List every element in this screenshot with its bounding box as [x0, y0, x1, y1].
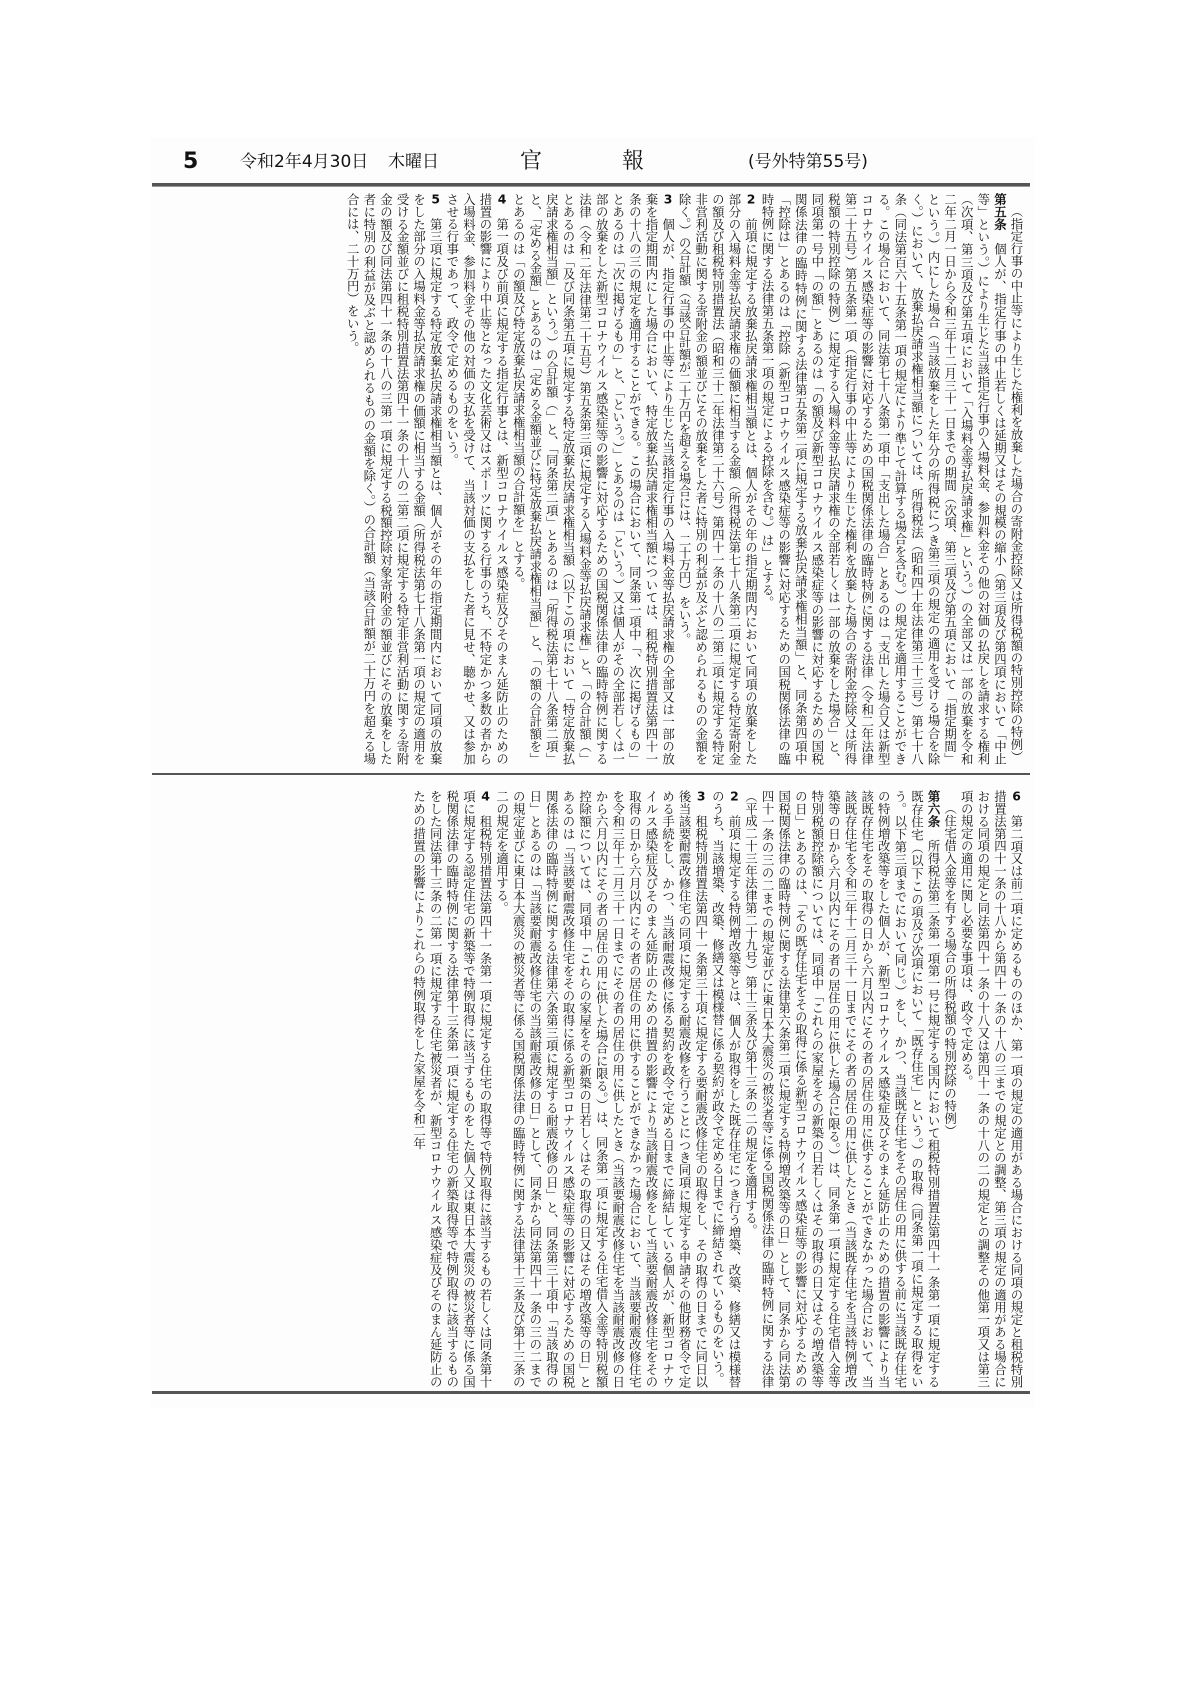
article-caption: （住宅借入金等を有する場合の所得税額の特別控除の特例） [942, 802, 958, 1138]
paragraph [676, 193, 759, 765]
paragraph-text: 個人が、指定行事の中止等により生じた当該指定行事の入場料金等払戻請求権の全部又は一部の放棄を指定期間内にした場合において、特定放棄払戻請求権相当額については、租税特別措置法第四十一条の十八の三の規定を適用することができる。この場合において、同条第一項中「、次に掲げるもの」とあるのは「次に掲げるもの」と、「という。）」とあるのは「という。）又は個人がその全部若しくは一部の放棄をした新型コロナウイルス感染症等の影響に対応するための国税関係法律の臨時特例に関する法律（令和二年法律第二十五号）第五条第三項に規定する入場料金等払戻請求権」と、「の合計額（」とあるのは「及び同条第五項に規定する特定放棄払戻請求権相当額（以下この項において「特定放棄払戻請求権相当額」という。）の合計額（」と、「同条第二項」とあるのは「所得税法第七十八条第二項」と、「定める金額」とあるのは「定める金額並びに特定放棄払戻請求権相当額」と、「の額の合計額を」とあるのは「の額及び特定放棄払戻請求権相当額の合計額を」とする。 [511, 193, 676, 765]
paragraph-text: 租税特別措置法第四十一条第三十項に規定する要耐震改修住宅の取得をし、その取得の日までに同日以後当該要耐震改修住宅の同項に規定する耐震改修を行うことにつき同項に規定する申請その他財務省令で定める手続をし、かつ、当該耐震改修に係る契約を政令で定める日までに締結している個人が、新型コロナウイルス感染症及びそのまん延防止のための措置の影響により当該耐震改修をして当該要耐震改修住宅をその取得の日から六月以内にその者の居住の用に供することができなかった場合において、当該要耐震改修住宅を令和三年十二月三十一日までにその者の居住の用に供したとき（当該要耐震改修住宅を当該耐震改修の日から六月以内にその者の居住の用に供した場合に限る。）は、同条第一項に規定する住宅借入金等特別税額控除額については、同項中「これらの家屋をその新築の日若しくはその取得の日又はその増改築等の日」とあるのは「当該要耐震改修住宅をその取得に係る新型コロナウイルス感染症等の影響に対応するための国税関係法律の臨時特例に関する法律第六条第三項に規定する耐震改修の日」と、同条第三十項中「当該取得の日」とあるのは「当該要耐震改修住宅の当該耐震改修の日」として、同条から同法第四十一条の三の二までの規定並びに東日本大震災の被災者等に係る国税関係法律の臨時特例に関する法律第十三条及び第十三条の二の規定を適用する。 [494, 790, 709, 1388]
paragraph-text: 前項に規定する特例増改築等とは、個人が取得をした既存住宅につき行う増築、改築、修繕又は模様替のうち、当該増築、改築、修繕又は模様替に係る契約が政令で定める日までに締結されているものをいう。 [710, 790, 742, 1388]
issue-number: (号外特第55号) [748, 152, 868, 172]
paragraph-number: 3 [696, 790, 706, 803]
header-rule [152, 183, 1030, 187]
paragraph-number: 2 [746, 193, 756, 206]
paragraph-number: 3 [663, 193, 673, 206]
paragraph-text: 第三項に規定する特定放棄払戻請求権相当額とは、個人がその年の指定期間内において同項の放棄をした部分の入場料金等払戻請求権の価額に相当する金額（所得税法第七十八条第一項の規定の適用を受ける金額並びに租税特別措置法第四十一条の十八の二第二項に規定する特定非営利活動に関する寄附金の額及び同法第四十一条の十八の三第一項に規定する税額控除対象寄附金の額並びにその放棄をした者に特別の利益が及ぶと認められるものの金額を除く。）の合計額（当該合計額が二十万円を超える場合には、二十万円）をいう。 [345, 193, 444, 765]
paragraph [493, 790, 709, 1388]
paragraph-text: 前項に規定する放棄払戻請求権相当額とは、個人がその年の指定期間内において同項の放棄をした部分の入場料金等払戻請求権の価額に相当する金額（所得税法第七十八条第二項に規定する特定寄附金の額及び租税特別措置法（昭和三十二年法律第二十六号）第四十一条の十八の二第二項に規定する特定非営利活動に関する寄附金の額並びにその放棄をした者に特別の利益が及ぶと認められるものの金額を除く。）の合計額（当該合計額が二十万円を超える場合には、二十万円）をいう。 [677, 193, 759, 765]
paragraph-text: 租税特別措置法第四十一条第一項に規定する住宅の取得等で特例取得に該当するもの若しくは同条第十項に規定する認定住宅の新築等で特例取得に該当するものをした個人又は東日本大震災の被災者等に係る国税関係法律の臨時特例に関する法律第十三条第一項に規定する住宅の新築取得等で特例取得に該当するものをした同法第十三条の二第一項に規定する住宅被災者が、新型コロナウイルス感染症及びそのまん延防止のための措置の影響によりこれらの特例取得をした家屋を令和二年 [411, 790, 493, 1388]
issue-date: 令和2年4月30日 [240, 152, 369, 172]
article-6 [742, 790, 941, 1388]
article-label: 第五条 [992, 193, 1008, 231]
lower-text-block [178, 790, 1024, 1388]
paragraph [709, 790, 742, 1388]
paragraph [344, 193, 444, 765]
paragraph [958, 790, 1024, 1388]
upper-text-block [178, 193, 1024, 765]
page-number: 5 [183, 149, 199, 174]
gazette-title-kan: 官 [520, 149, 543, 174]
paragraph-number: 6 [1012, 790, 1021, 803]
article-text: 所得税法第二条第一項第一号に規定する国内において租税特別措置法第四十一条第一項に規定する既存住宅（以下この項及び次項において「既存住宅」という。）の取得（同条第一項に規定する取得をいう。以下第三項までにおいて同じ。）をし、かつ、当該既存住宅をその居住の用に供する前に当該既存住宅の特例増改築等をした個人が、新型コロナウイルス感染症及びそのまん延防止のための措置の影響により当該既存住宅をその取得の日から六月以内にその者の居住の用に供することができなかった場合において、当該既存住宅を令和三年十二月三十一日までにその者の居住の用に供したとき（当該既存住宅を当該特例増改築等の日から六月以内にその者の居住の用に供した場合に限る。）は、同条第一項に規定する住宅借入金等特別税額控除額については、同項中「これらの家屋をその新築の日若しくはその取得の日又はその増改築等の日」とあるのは、「その既存住宅をその取得に係る新型コロナウイルス感染症等の影響に対応するための国税関係法律の臨時特例に関する法律第六条第二項に規定する特例増改築等の日」として、同条から同法第四十一条の三の二までの規定並びに東日本大震災の被災者等に係る国税関係法律の臨時特例に関する法律（平成二十三年法律第二十九号）第十三条及び第十三条の二の規定を適用する。 [743, 790, 942, 1388]
paragraph-text: 第一項及び前項に規定する指定行事とは、新型コロナウイルス感染症及びそのまん延防止のための措置の影響により中止等となった文化芸術又はスポーツに関する行事のうち、不特定かつ多数の者から入場料金、参加料金その他の対価の支払を受けて、当該対価の支払をした者に見せ、聴かせ、又は参加させる行事であって、政令で定めるものをいう。 [444, 193, 510, 765]
paragraph-number: 4 [481, 790, 490, 803]
paragraph [410, 790, 493, 1388]
paragraph-number: 5 [431, 193, 441, 206]
paragraph-number: 4 [497, 193, 507, 206]
paragraph-text: 第二項又は前二項に定めるもののほか、第一項の規定の適用がある場合における同項の規定と租税特別措置法第四十一条の十八から第四十一条の十八の三までの規定との調整、第三項の規定の適用がある場合における同項の規定と同法第四十一条の十八又は第四十一条の十八の二の規定との調整その他第一項又は第三項の規定の適用に関し必要な事項は、政令で定める。 [959, 790, 1024, 1388]
article-text: 個人が、指定行事の中止若しくは延期又はその規模の縮小（第三項及び第四項において「中止等」という。）により生じた当該指定行事の入場料金、参加料金その他の対価の払戻しを請求する権利（次項、第三項及び第五項において「入場料金等払戻請求権」という。）の全部又は一部の放棄を令和二年二月一日から令和三年十二月三十一日までの期間（次項、第三項及び第五項において「指定期間」という。）内にした場合（当該放棄をした年分の所得税につき第三項の規定の適用を受ける場合を除く。）において、放棄払戻請求権相当額については、所得税法（昭和四十年法律第三十三号）第七十八条（同法第百六十五条第一項の規定により準じて計算する場合を含む。）の規定を適用することができる。この場合において、同法第七十八条第一項中「支出した場合」とあるのは「支出した場合又は新型コロナウイルス感染症等の影響に対応するための国税関係法律の臨時特例に関する法律（令和二年法律第二十五号）第五条第一項（指定行事の中止等により生じた権利を放棄した場合の寄附金控除又は所得税額の特別控除の特例）に規定する入場料金等払戻請求権の全部若しくは一部の放棄をした場合」と、同項第一号中「の額」とあるのは「の額及び新型コロナウイルス感染症等の影響に対応するための国税関係法律の臨時特例に関する法律第五条第二項に規定する放棄払戻請求権相当額」と、同条第四項中「控除は」とあるのは「控除（新型コロナウイルス感染症等の影響に対応するための国税関係法律の臨時特例に関する法律第五条第一項の規定による控除を含む。）は」とする。 [760, 193, 1008, 765]
paragraph-number: 2 [730, 790, 739, 803]
paragraph [443, 193, 509, 765]
article-caption: （指定行事の中止等により生じた権利を放棄した場合の寄附金控除又は所得税額の特別控除の特例） [1009, 205, 1024, 764]
block-divider [152, 773, 1030, 775]
bottom-rule [152, 1391, 1030, 1394]
gazette-title-po: 報 [622, 149, 645, 174]
issue-weekday: 木曜日 [388, 152, 439, 172]
article-5 [759, 193, 1008, 765]
article-label: 第六条 [926, 790, 942, 828]
paragraph [510, 193, 676, 765]
